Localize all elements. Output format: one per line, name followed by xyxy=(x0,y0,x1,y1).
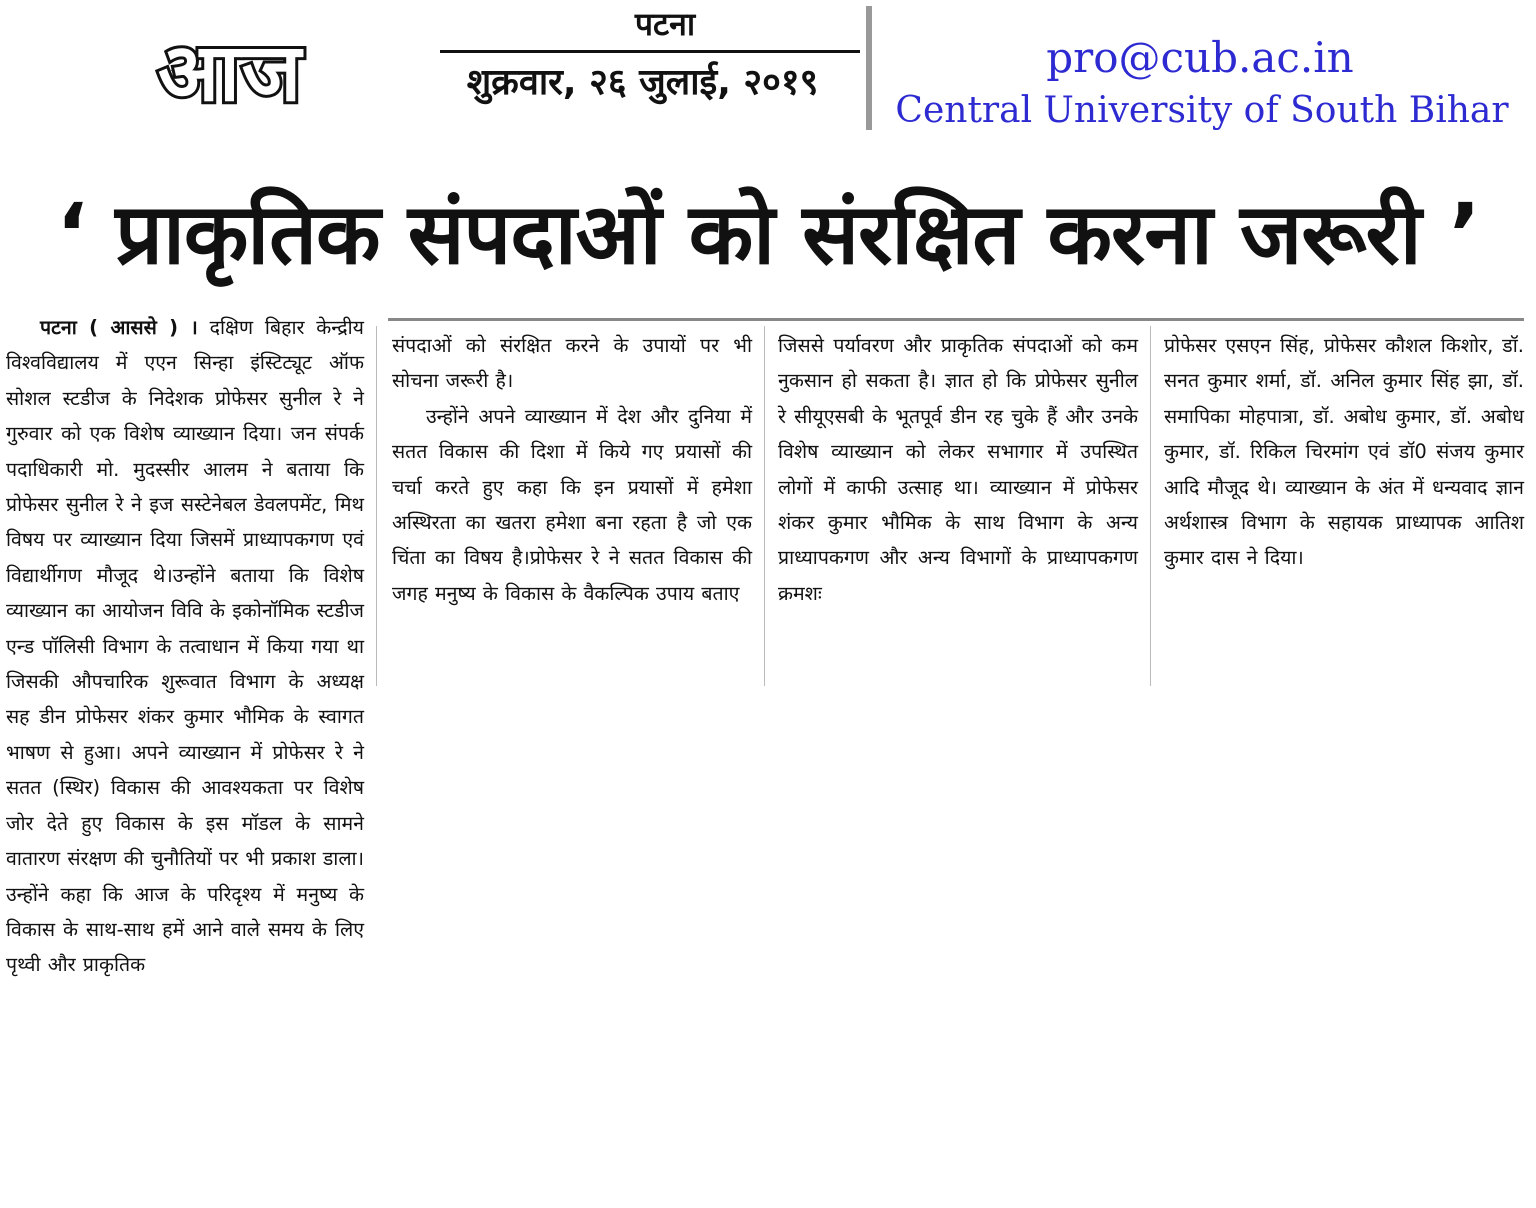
column-divider xyxy=(764,326,765,686)
article-paragraph: प्रोफेसर एसएन सिंह, प्रोफेसर कौशल किशोर, डॉ. सनत कुमार शर्मा, डॉ. अनिल कुमार सिंह झा, डॉ. समापिका मोहपात्रा, डॉ. अबोध कुमार, डॉ. अबोध कुमार, डॉ. रिकिल चिरमांग एवं डॉ0 संजय कुमार आदि मौजूद थे। व्याख्यान के अंत में धन्यवाद ज्ञान अर्थशास्त्र विभाग के सहायक प्राध्यापक आतिश कुमार दास ने दिया। xyxy=(1164,334,1524,570)
article-dateline: पटना ( आससे ) । xyxy=(40,316,198,339)
article-paragraph: संपदाओं को संरक्षित करने के उपायों पर भी सोचना जरूरी है। xyxy=(392,334,752,393)
article-paragraph: जिससे पर्यावरण और प्राकृतिक संपदाओं को कम नुकसान हो सकता है। ज्ञात हो कि प्रोफेसर सुनील रे सीयूएसबी के भूतपूर्व डीन रह चुके हैं और उनके विशेष व्याख्यान को लेकर सभागार में उपस्थित लोगों में काफी उत्साह था। व्याख्यान में प्रोफेसर शंकर कुमार भौमिक के साथ विभाग के अन्य प्राध्यापकगण और अन्य विभागों के प्राध्यापकगण क्रमशः xyxy=(778,334,1138,605)
article-column-4 xyxy=(1164,328,1524,576)
article-column-3 xyxy=(778,328,1138,611)
column-divider xyxy=(376,326,377,686)
article-paragraph xyxy=(6,310,364,983)
newspaper-logo-text: आज xyxy=(158,26,304,114)
article-text: दक्षिण बिहार केन्द्रीय विश्वविद्यालय में एएन सिन्हा इंस्टिट्यूट ऑफ सोशल स्टडीज के निदेशक प्रोफेसर सुनील रे ने गुरुवार को एक विशेष व्याख्यान दिया। जन संपर्क पदाधिकारी मो. मुदस्सीर आलम ने बताया कि प्रोफेसर सुनील रे ने इज सस्टेनेबल डेवलपमेंट, मिथ विषय पर व्याख्यान दिया जिसमें प्राध्यापकगण एवं विद्यार्थीगण मौजूद थे।उन्होंने बताया कि विशेष व्याख्यान का आयोजन विवि के इकोनॉमिक स्टडीज एन्ड पॉलिसी विभाग के तत्वाधान में किया गया था जिसकी औपचारिक शुरूवात विभाग के अध्यक्ष सह डीन प्रोफेसर शंकर कुमार भौमिक के स्वागत भाषण से हुआ। अपने व्याख्यान में प्रोफेसर रे ने सतत (स्थिर) विकास की आवश्यकता पर विशेष जोर देते हुए विकास के इस मॉडल के सामने वातारण संरक्षण की चुनौतियों पर भी प्रकाश डाला।उन्होंने कहा कि आज के परिदृश्य में मनुष्य के विकास के साथ-साथ हमें आने वाले समय के लिए पृथ्वी और प्राकृतिक xyxy=(6,316,364,977)
article-column-2 xyxy=(392,328,752,611)
headline-divider xyxy=(388,318,1524,321)
masthead-divider xyxy=(866,6,872,130)
publication-date: शुक्रवार, २६ जुलाई, २०१९ xyxy=(466,62,819,103)
article-text: उन्होंने अपने व्याख्यान में देश और दुनिया में सतत विकास की दिशा में किये गए प्रयासों की चर्चा करते हुए कहा कि इन प्रयासों में हमेशा अस्थिरता का खतरा हमेशा बना रहता है जो एक चिंता का विषय है।प्रोफेसर रे ने सतत विकास की जगह मनुष्य के विकास के वैकल्पिक उपाय बताए xyxy=(392,404,752,605)
article-headline: ‘ प्राकृतिक संपदाओं को संरक्षित करना जरूरी ’ xyxy=(56,185,1480,283)
edition-label: पटना xyxy=(634,5,696,43)
university-name: Central University of South Bihar xyxy=(895,90,1509,131)
dateline-divider xyxy=(440,50,860,53)
article-column-1 xyxy=(6,310,364,983)
contact-email: pro@cub.ac.in xyxy=(1046,33,1354,82)
column-divider xyxy=(1150,326,1151,686)
newspaper-logo xyxy=(150,18,380,114)
article-paragraph xyxy=(392,399,752,611)
